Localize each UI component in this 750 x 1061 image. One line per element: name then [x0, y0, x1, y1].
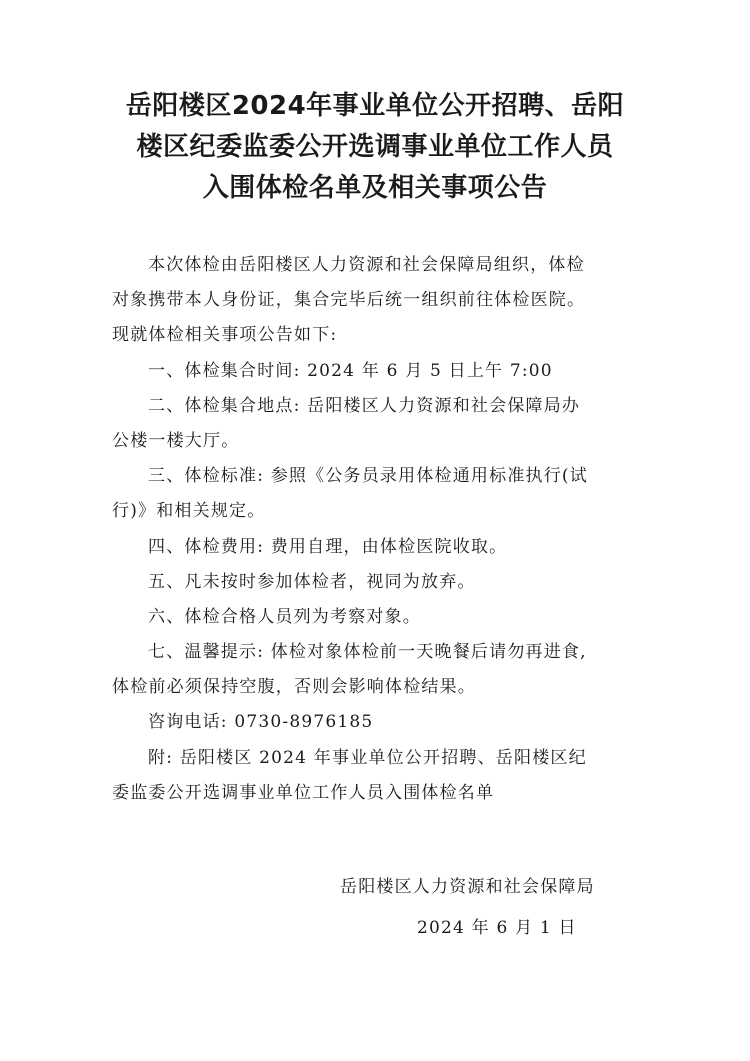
title-line-1: 岳阳楼区2024年事业单位公开招聘、岳阳 [125, 91, 625, 121]
title-line-2: 楼区纪委监委公开选调事业单位工作人员 [136, 132, 614, 162]
signature-date: 2024 年 6 月 1 日 [417, 918, 577, 938]
intro-line-1: 本次体检由岳阳楼区人力资源和社会保障局组织，体检 [148, 255, 585, 275]
attachment-line-1: 附: 岳阳楼区 2024 年事业单位公开招聘、岳阳楼区纪 [148, 747, 587, 768]
announcement-body [112, 248, 652, 811]
item-absence: 五、凡未按时参加体检者，视同为放弃。 [148, 571, 476, 592]
item-assembly-place-line-2: 公楼一楼大厅。 [112, 430, 240, 451]
item-assembly-time: 一、体检集合时间: 2024 年 6 月 5 日上午 7:00 [148, 360, 553, 381]
contact-phone: 咨询电话: 0730-8976185 [148, 712, 374, 733]
item-fees: 四、体检费用: 费用自理，由体检医院收取。 [148, 536, 508, 557]
intro-line-2: 对象携带本人身份证，集合完毕后统一组织前往体检医院。 [112, 290, 586, 311]
announcement-title [60, 86, 690, 209]
item-standard-line-1: 三、体检标准: 参照《公务员录用体检通用标准执行(试 [148, 466, 588, 487]
signature-organization: 岳阳楼区人力资源和社会保障局 [340, 877, 595, 897]
title-line-3: 入围体检名单及相关事项公告 [202, 173, 548, 203]
item-assembly-place-line-1: 二、体检集合地点: 岳阳楼区人力资源和社会保障局办 [148, 395, 581, 416]
item-standard-line-2: 行)》和相关规定。 [112, 501, 266, 522]
item-reminder-line-2: 体检前必须保持空腹，否则会影响体检结果。 [112, 677, 476, 698]
attachment-line-2: 委监委公开选调事业单位工作人员入围体检名单 [112, 782, 495, 803]
item-qualified: 六、体检合格人员列为考察对象。 [148, 606, 421, 627]
intro-line-3: 现就体检相关事项公告如下: [112, 325, 338, 346]
item-reminder-line-1: 七、温馨提示: 体检对象体检前一天晚餐后请勿再进食, [148, 642, 587, 663]
